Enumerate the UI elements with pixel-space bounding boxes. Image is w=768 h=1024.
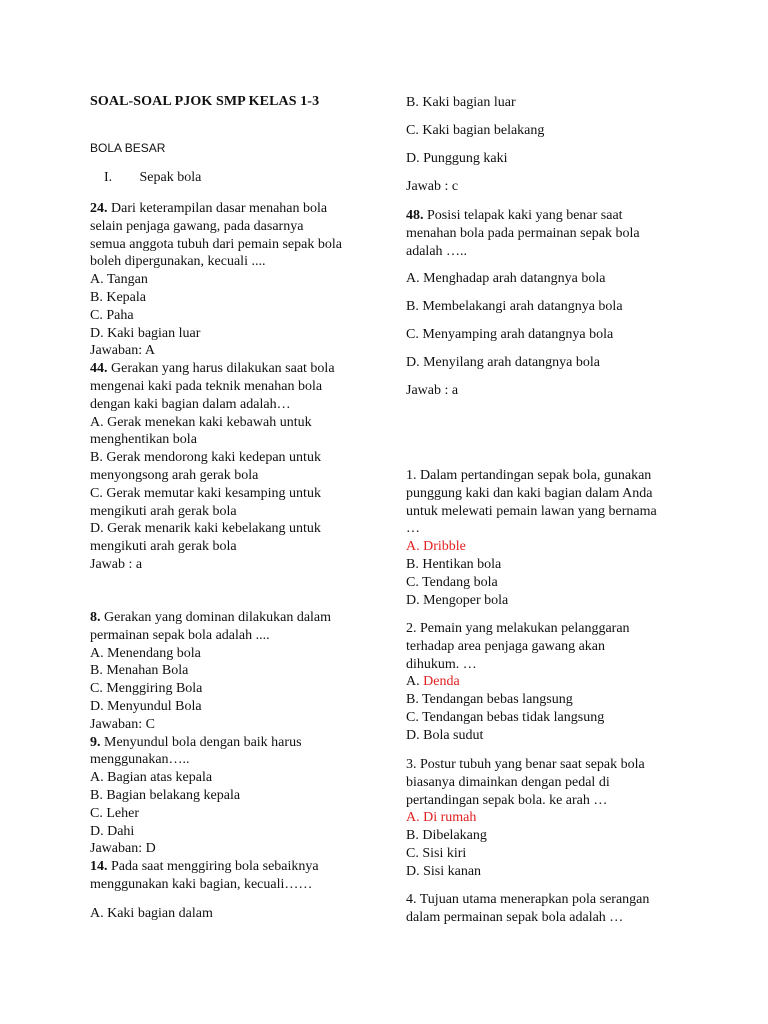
question-text: Gerakan yang dominan dilakukan dalam (104, 610, 332, 625)
question-text: pertandingan sepak bola. ke arah … (406, 792, 608, 808)
question-text: 3. Postur tubuh yang benar saat sepak bola (406, 757, 645, 772)
question-text: punggung kaki dan kaki bagian dalam Anda (406, 485, 653, 501)
option: B. Tendangan bebas langsung (406, 692, 573, 708)
question-text: semua anggota tubuh dari pemain sepak bola (90, 236, 342, 252)
question-3 (406, 756, 706, 881)
question-text: Gerakan yang harus dilakukan saat bola (111, 361, 335, 377)
question-text: Pada saat menggiring bola sebaiknya (111, 859, 319, 875)
option: C. Paha (90, 307, 134, 323)
option: A. Menendang bola (90, 645, 201, 661)
option: B. Kaki bagian luar (406, 95, 516, 110)
answer: Jawab : a (406, 383, 459, 399)
question-text: Posisi telapak kaki yang benar saat (427, 208, 623, 223)
question-text: dengan kaki bagian dalam adalah… (90, 396, 291, 412)
option: mengikuti arah gerak bola (90, 503, 237, 519)
question-text: adalah ….. (406, 243, 468, 259)
option-highlighted: Denda (423, 674, 460, 690)
question-1 (406, 467, 706, 609)
answer: Jawaban: C (90, 716, 155, 732)
question-text: untuk melewati pemain lawan yang bernama (406, 503, 657, 519)
question-text: … (406, 521, 420, 537)
option: B. Hentikan bola (406, 556, 502, 572)
subsection-heading (104, 170, 201, 186)
question-4 (406, 891, 706, 927)
question-14-option-a (90, 905, 380, 923)
option: D. Dahi (90, 823, 135, 839)
section-heading: BOLA BESAR (90, 141, 166, 155)
answer: Jawab : a (90, 556, 143, 572)
question-text: mengenai kaki pada teknik menahan bola (90, 378, 323, 394)
question-number: 9. (90, 734, 101, 750)
question-8-9-14 (90, 609, 380, 894)
question-text: menggunakan….. (90, 752, 190, 768)
option: D. Punggung kaki (406, 151, 508, 166)
option: C. Tendangan bebas tidak langsung (406, 709, 605, 725)
question-text: terhadap area penjaga gawang akan (406, 638, 605, 654)
question-text: 1. Dalam pertandingan sepak bola, gunakan (406, 468, 652, 483)
question-2 (406, 620, 706, 745)
option: C. Gerak memutar kaki kesamping untuk (90, 485, 321, 501)
answer: Jawaban: D (90, 841, 156, 857)
option: C. Sisi kiri (406, 845, 467, 861)
question-text: biasanya dimainkan dengan pedal di (406, 774, 610, 790)
question-number: 48. (406, 208, 424, 223)
option: B. Membelakangi arah datangnya bola (406, 299, 623, 315)
question-text: permainan sepak bola adalah .... (90, 627, 270, 643)
option: C. Tendang bola (406, 574, 498, 590)
question-number: 14. (90, 859, 108, 875)
question-text: dihukum. … (406, 656, 477, 672)
option: B. Bagian belakang kepala (90, 787, 241, 803)
option: D. Menyilang arah datangnya bola (406, 355, 600, 371)
question-48 (406, 207, 706, 400)
subsection-label: Sepak bola (139, 170, 202, 185)
option: B. Kepala (90, 289, 146, 305)
page-title: SOAL-SOAL PJOK SMP KELAS 1-3 (90, 94, 320, 109)
option: C. Kaki bagian belakang (406, 123, 545, 138)
option: D. Gerak menarik kaki kebelakang untuk (90, 521, 321, 537)
question-number: 44. (90, 361, 108, 377)
question-text: 2. Pemain yang melakukan pelanggaran (406, 621, 630, 636)
question-text: boleh dipergunakan, kecuali .... (90, 254, 266, 270)
question-text: dalam permainan sepak bola adalah … (406, 909, 624, 925)
option: D. Menyundul Bola (90, 698, 202, 714)
option: D. Mengoper bola (406, 592, 509, 608)
question-24 (90, 200, 380, 574)
option: D. Sisi kanan (406, 863, 482, 879)
option-highlighted: A. Di rumah (406, 810, 477, 826)
option: D. Kaki bagian luar (90, 325, 201, 341)
question-text: menggunakan kaki bagian, kecuali…… (90, 876, 313, 892)
option: B. Dibelakang (406, 828, 487, 844)
option: A. Kaki bagian dalam (90, 906, 213, 921)
option: menyongsong arah gerak bola (90, 467, 259, 483)
option: C. Menyamping arah datangnya bola (406, 327, 614, 343)
option: A. Tangan (90, 272, 148, 288)
option: A. Menghadap arah datangnya bola (406, 271, 606, 287)
question-number: 8. (90, 610, 101, 625)
option: A. Denda (406, 674, 460, 690)
option: B. Gerak mendorong kaki kedepan untuk (90, 450, 321, 466)
question-number: 24. (90, 201, 108, 216)
subsection-number: I. (104, 170, 113, 185)
option: A. Gerak menekan kaki kebawah untuk (90, 414, 312, 430)
option: D. Bola sudut (406, 727, 484, 743)
question-14-continued (406, 94, 706, 206)
question-text: Menyundul bola dengan baik harus (104, 734, 302, 750)
question-text: Dari keterampilan dasar menahan bola (111, 201, 328, 216)
option: C. Menggiring Bola (90, 681, 203, 697)
option: mengikuti arah gerak bola (90, 539, 237, 555)
option-highlighted: A. Dribble (406, 539, 466, 555)
question-text: selain penjaga gawang, pada dasarnya (90, 218, 304, 234)
question-text: menahan bola pada permainan sepak bola (406, 225, 640, 241)
answer: Jawaban: A (90, 343, 155, 359)
question-text: 4. Tujuan utama menerapkan pola serangan (406, 892, 650, 907)
option: menghentikan bola (90, 432, 197, 448)
option: A. Bagian atas kepala (90, 770, 213, 786)
option: B. Menahan Bola (90, 663, 189, 679)
answer: Jawab : c (406, 179, 459, 194)
option: C. Leher (90, 805, 139, 821)
